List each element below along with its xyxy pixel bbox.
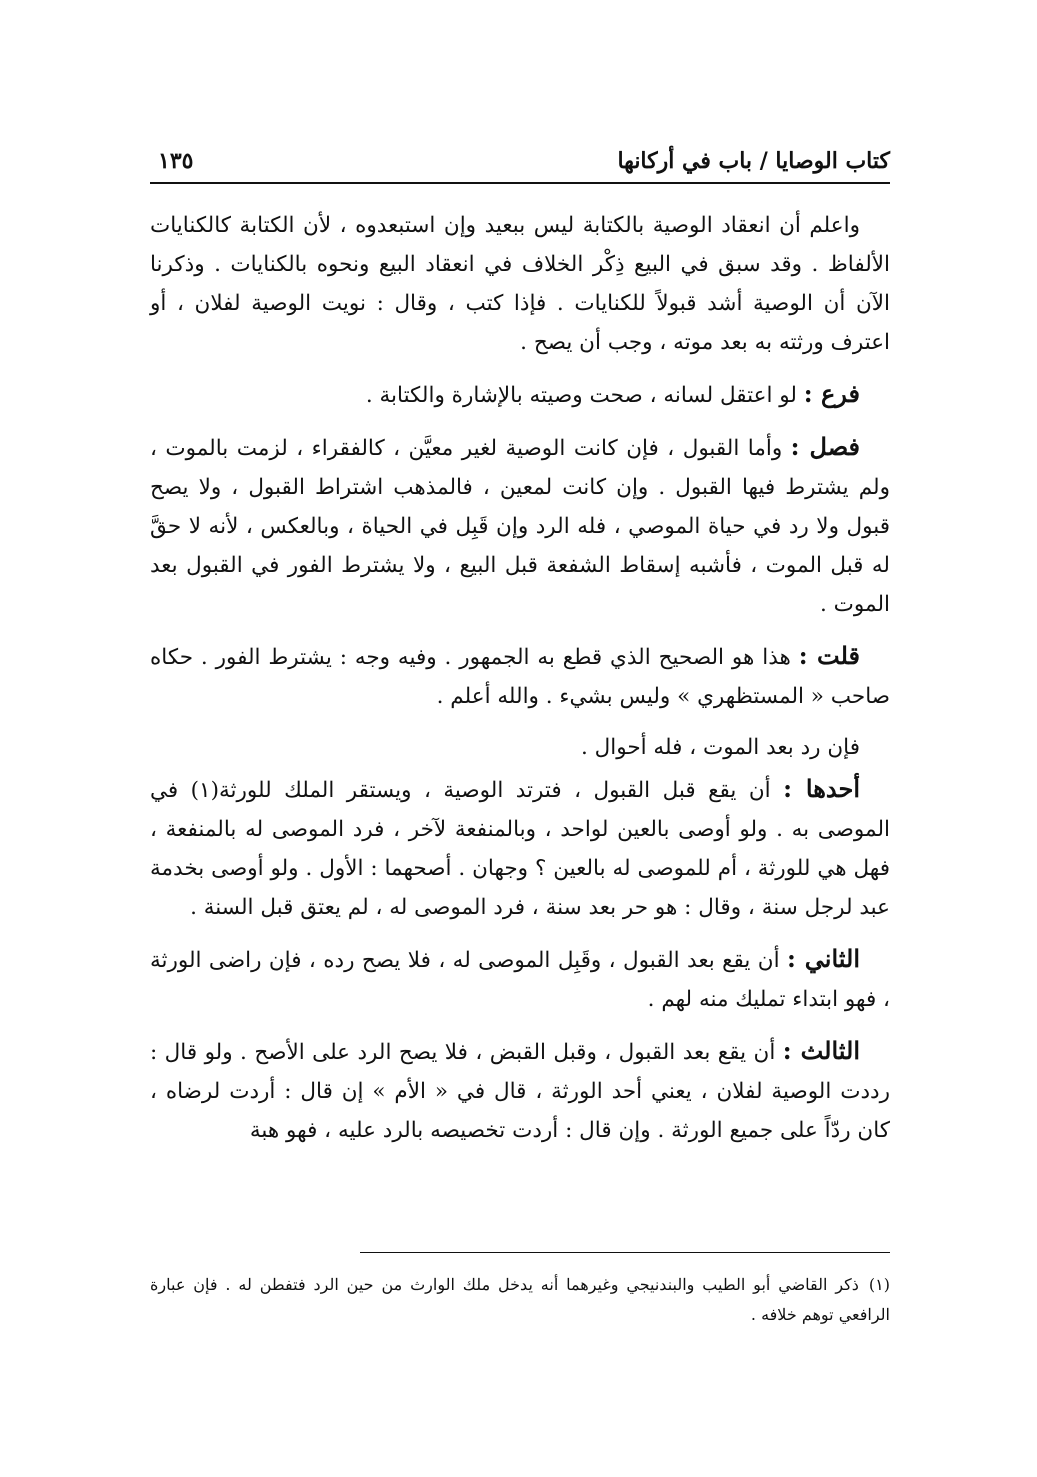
- footnote: [150, 1270, 890, 1330]
- footnote-separator: [360, 1252, 890, 1253]
- paragraph-first-case: أحدها : أن يقع قبل القبول ، فترتد الوصية ، ويستقر الملك للورثة(١) في الموصى به . ولو أوصى بالعين لواحد ، وبالمنفعة لآخر ، فرد الموصى له بالمنفعة ، فهل هي للورثة ، أم للموصى له بالعين ؟ وجهان . أصحهما : الأول . ولو أوصى بخدمة عبد لرجل سنة ، وقال : هو حر بعد سنة ، فرد الموصى له ، لم يعتق قبل السنة .: [150, 774, 890, 920]
- case-label-first: أحدها :: [783, 774, 860, 803]
- running-header: [150, 140, 890, 184]
- footnote-text: ذكر القاضي أبو الطيب والبندنيجي وغيرهما أنه يدخل ملك الوارث من حين الرد فتفطن له . فإن عبارة الرافعي توهم خلافه .: [150, 1275, 890, 1324]
- section-label-qult: قلت :: [798, 641, 860, 670]
- main-text: [150, 206, 890, 1162]
- section-label-fasl: فصل :: [790, 432, 860, 461]
- case-label-second: الثاني :: [786, 944, 860, 973]
- page-number: ١٣٥: [158, 148, 194, 174]
- footnote-number: (١): [868, 1275, 890, 1294]
- paragraph-second-case: الثاني : أن يقع بعد القبول ، وقَبِل الموصى له ، فلا يصح رده ، فإن راضى الورثة ، فهو ابتداء تمليك منه لهم .: [150, 944, 890, 1012]
- paragraph-third-case: الثالث : أن يقع بعد القبول ، وقبل القبض ، فلا يصح الرد على الأصح . ولو قال : رددت الوصية لفلان ، يعني أحد الورثة ، قال في « الأم » إن قال : أردت لرضاه ، كان ردّاً على جميع الورثة . وإن قال : أردت تخصيصه بالرد عليه ، فهو هبة: [150, 1036, 890, 1143]
- paragraph-qult: قلت : هذا هو الصحيح الذي قطع به الجمهور . وفيه وجه : يشترط الفور . حكاه صاحب « المستظهري » وليس بشيء . والله أعلم .: [150, 641, 890, 709]
- paragraph-1: واعلم أن انعقاد الوصية بالكتابة ليس ببعيد وإن استبعدوه ، لأن الكتابة كالكنايات الألفاظ . وقد سبق في البيع ذِكْر الخلاف في انعقاد البيع ونحوه بالكنايات . وذكرنا الآن أن الوصية أشد قبولاً للكنايات . فإذا كتب ، وقال : نويت الوصية لفلان ، أو اعترف ورثته به بعد موته ، وجب أن يصح .: [150, 213, 890, 355]
- section-label-far: فرع :: [803, 379, 860, 408]
- paragraph-ahwal: فإن رد بعد الموت ، فله أحوال .: [580, 735, 860, 760]
- chapter-title: كتاب الوصايا / باب في أركانها: [617, 148, 890, 174]
- case-label-third: الثالث :: [782, 1036, 860, 1065]
- paragraph-fasl: فصل : وأما القبول ، فإن كانت الوصية لغير معيَّن ، كالفقراء ، لزمت بالموت ، ولم يشترط فيها القبول . وإن كانت لمعين ، فالمذهب اشتراط القبول ، ولا يصح قبول ولا رد في حياة الموصي ، فله الرد وإن قَبِل في الحياة ، وبالعكس ، لأنه لا حقَّ له قبل الموت ، فأشبه إسقاط الشفعة قبل البيع ، ولا يشترط الفور في القبول بعد الموت .: [150, 432, 890, 617]
- paragraph-far: فرع : لو اعتقل لسانه ، صحت وصيته بالإشارة والكتابة .: [365, 379, 860, 408]
- book-page: [150, 140, 890, 1400]
